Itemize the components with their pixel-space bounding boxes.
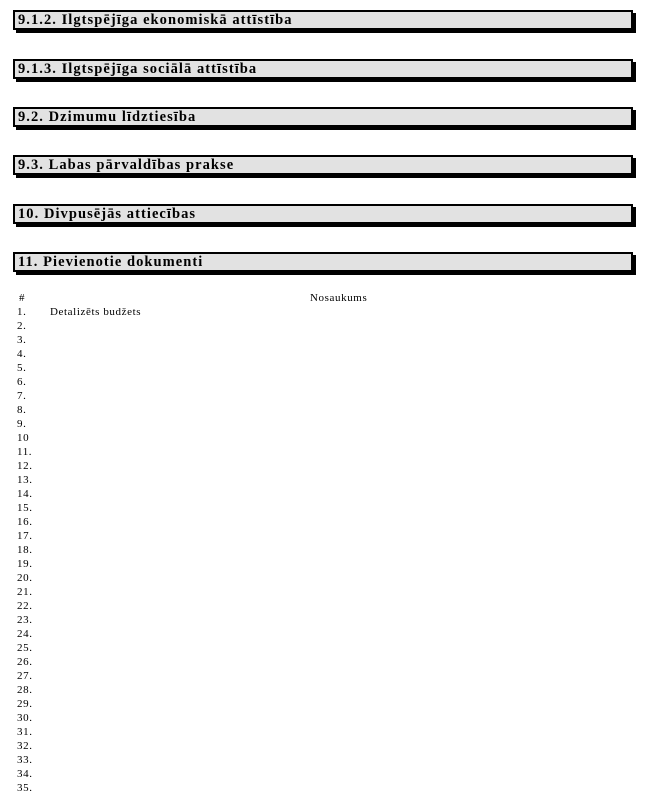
- row-number: 9.: [17, 418, 27, 430]
- row-number: 25.: [17, 642, 33, 654]
- row-number: 24.: [17, 628, 33, 640]
- table-row: [0, 375, 645, 389]
- table-row: [0, 333, 645, 347]
- row-number: 26.: [17, 656, 33, 668]
- column-header-name: Nosaukums: [310, 292, 368, 304]
- row-number: 34.: [17, 768, 33, 780]
- table-row: [0, 389, 645, 403]
- section-title: 9.1.3. Ilgtspējīga sociālā attīstība: [18, 61, 258, 77]
- table-row: [0, 627, 645, 641]
- table-row: [0, 655, 645, 669]
- table-row: [0, 753, 645, 767]
- row-number: 16.: [17, 516, 33, 528]
- table-row: [0, 501, 645, 515]
- table-row: [0, 515, 645, 529]
- table-row: [0, 305, 645, 319]
- table-row: [0, 557, 645, 571]
- table-row: [0, 683, 645, 697]
- table-row: [0, 445, 645, 459]
- row-number: 30.: [17, 712, 33, 724]
- table-row: [0, 487, 645, 501]
- row-number: 33.: [17, 754, 33, 766]
- row-number: 8.: [17, 404, 27, 416]
- row-number: 27.: [17, 670, 33, 682]
- table-row: [0, 319, 645, 333]
- row-number: 19.: [17, 558, 33, 570]
- table-row: [0, 543, 645, 557]
- section-header-10: [13, 204, 633, 224]
- row-number: 21.: [17, 586, 33, 598]
- table-row: [0, 347, 645, 361]
- row-number: 22.: [17, 600, 33, 612]
- table-row: [0, 585, 645, 599]
- table-row: [0, 739, 645, 753]
- row-number: 10: [17, 432, 30, 444]
- row-number: 3.: [17, 334, 27, 346]
- table-row: [0, 361, 645, 375]
- row-number: 18.: [17, 544, 33, 556]
- section-header-9-1-2: [13, 10, 633, 30]
- column-header-number: #: [19, 292, 26, 304]
- row-number: 31.: [17, 726, 33, 738]
- section-header-11: [13, 252, 633, 272]
- table-row: [0, 473, 645, 487]
- row-number: 7.: [17, 390, 27, 402]
- table-row: [0, 767, 645, 781]
- section-title: 10. Divpusējās attiecības: [18, 206, 197, 222]
- row-number: 2.: [17, 320, 27, 332]
- table-row: [0, 459, 645, 473]
- section-title: 9.3. Labas pārvaldības prakse: [18, 157, 235, 173]
- row-number: 1.: [17, 306, 27, 318]
- section-header-9-2: [13, 107, 633, 127]
- row-number: 12.: [17, 460, 33, 472]
- row-number: 32.: [17, 740, 33, 752]
- row-number: 23.: [17, 614, 33, 626]
- table-row: [0, 529, 645, 543]
- row-number: 5.: [17, 362, 27, 374]
- attached-documents-list: [0, 305, 645, 795]
- section-title: 11. Pievienotie dokumenti: [18, 254, 204, 270]
- row-number: 13.: [17, 474, 33, 486]
- table-row: [0, 403, 645, 417]
- section-title: 9.1.2. Ilgtspējīga ekonomiskā attīstība: [18, 12, 293, 28]
- table-row: [0, 613, 645, 627]
- table-row: [0, 697, 645, 711]
- table-row: [0, 431, 645, 445]
- row-number: 29.: [17, 698, 33, 710]
- row-number: 6.: [17, 376, 27, 388]
- table-row: [0, 711, 645, 725]
- table-row: [0, 641, 645, 655]
- row-number: 28.: [17, 684, 33, 696]
- row-number: 15.: [17, 502, 33, 514]
- section-header-9-1-3: [13, 59, 633, 79]
- table-row: [0, 781, 645, 795]
- table-row: [0, 417, 645, 431]
- row-number: 4.: [17, 348, 27, 360]
- row-number: 17.: [17, 530, 33, 542]
- row-number: 14.: [17, 488, 33, 500]
- section-title: 9.2. Dzimumu līdztiesība: [18, 109, 197, 125]
- document-name: Detalizēts budžets: [50, 306, 142, 318]
- row-number: 11.: [17, 446, 33, 458]
- table-row: [0, 599, 645, 613]
- row-number: 20.: [17, 572, 33, 584]
- table-row: [0, 571, 645, 585]
- table-row: [0, 725, 645, 739]
- row-number: 35.: [17, 782, 33, 794]
- table-row: [0, 669, 645, 683]
- section-header-9-3: [13, 155, 633, 175]
